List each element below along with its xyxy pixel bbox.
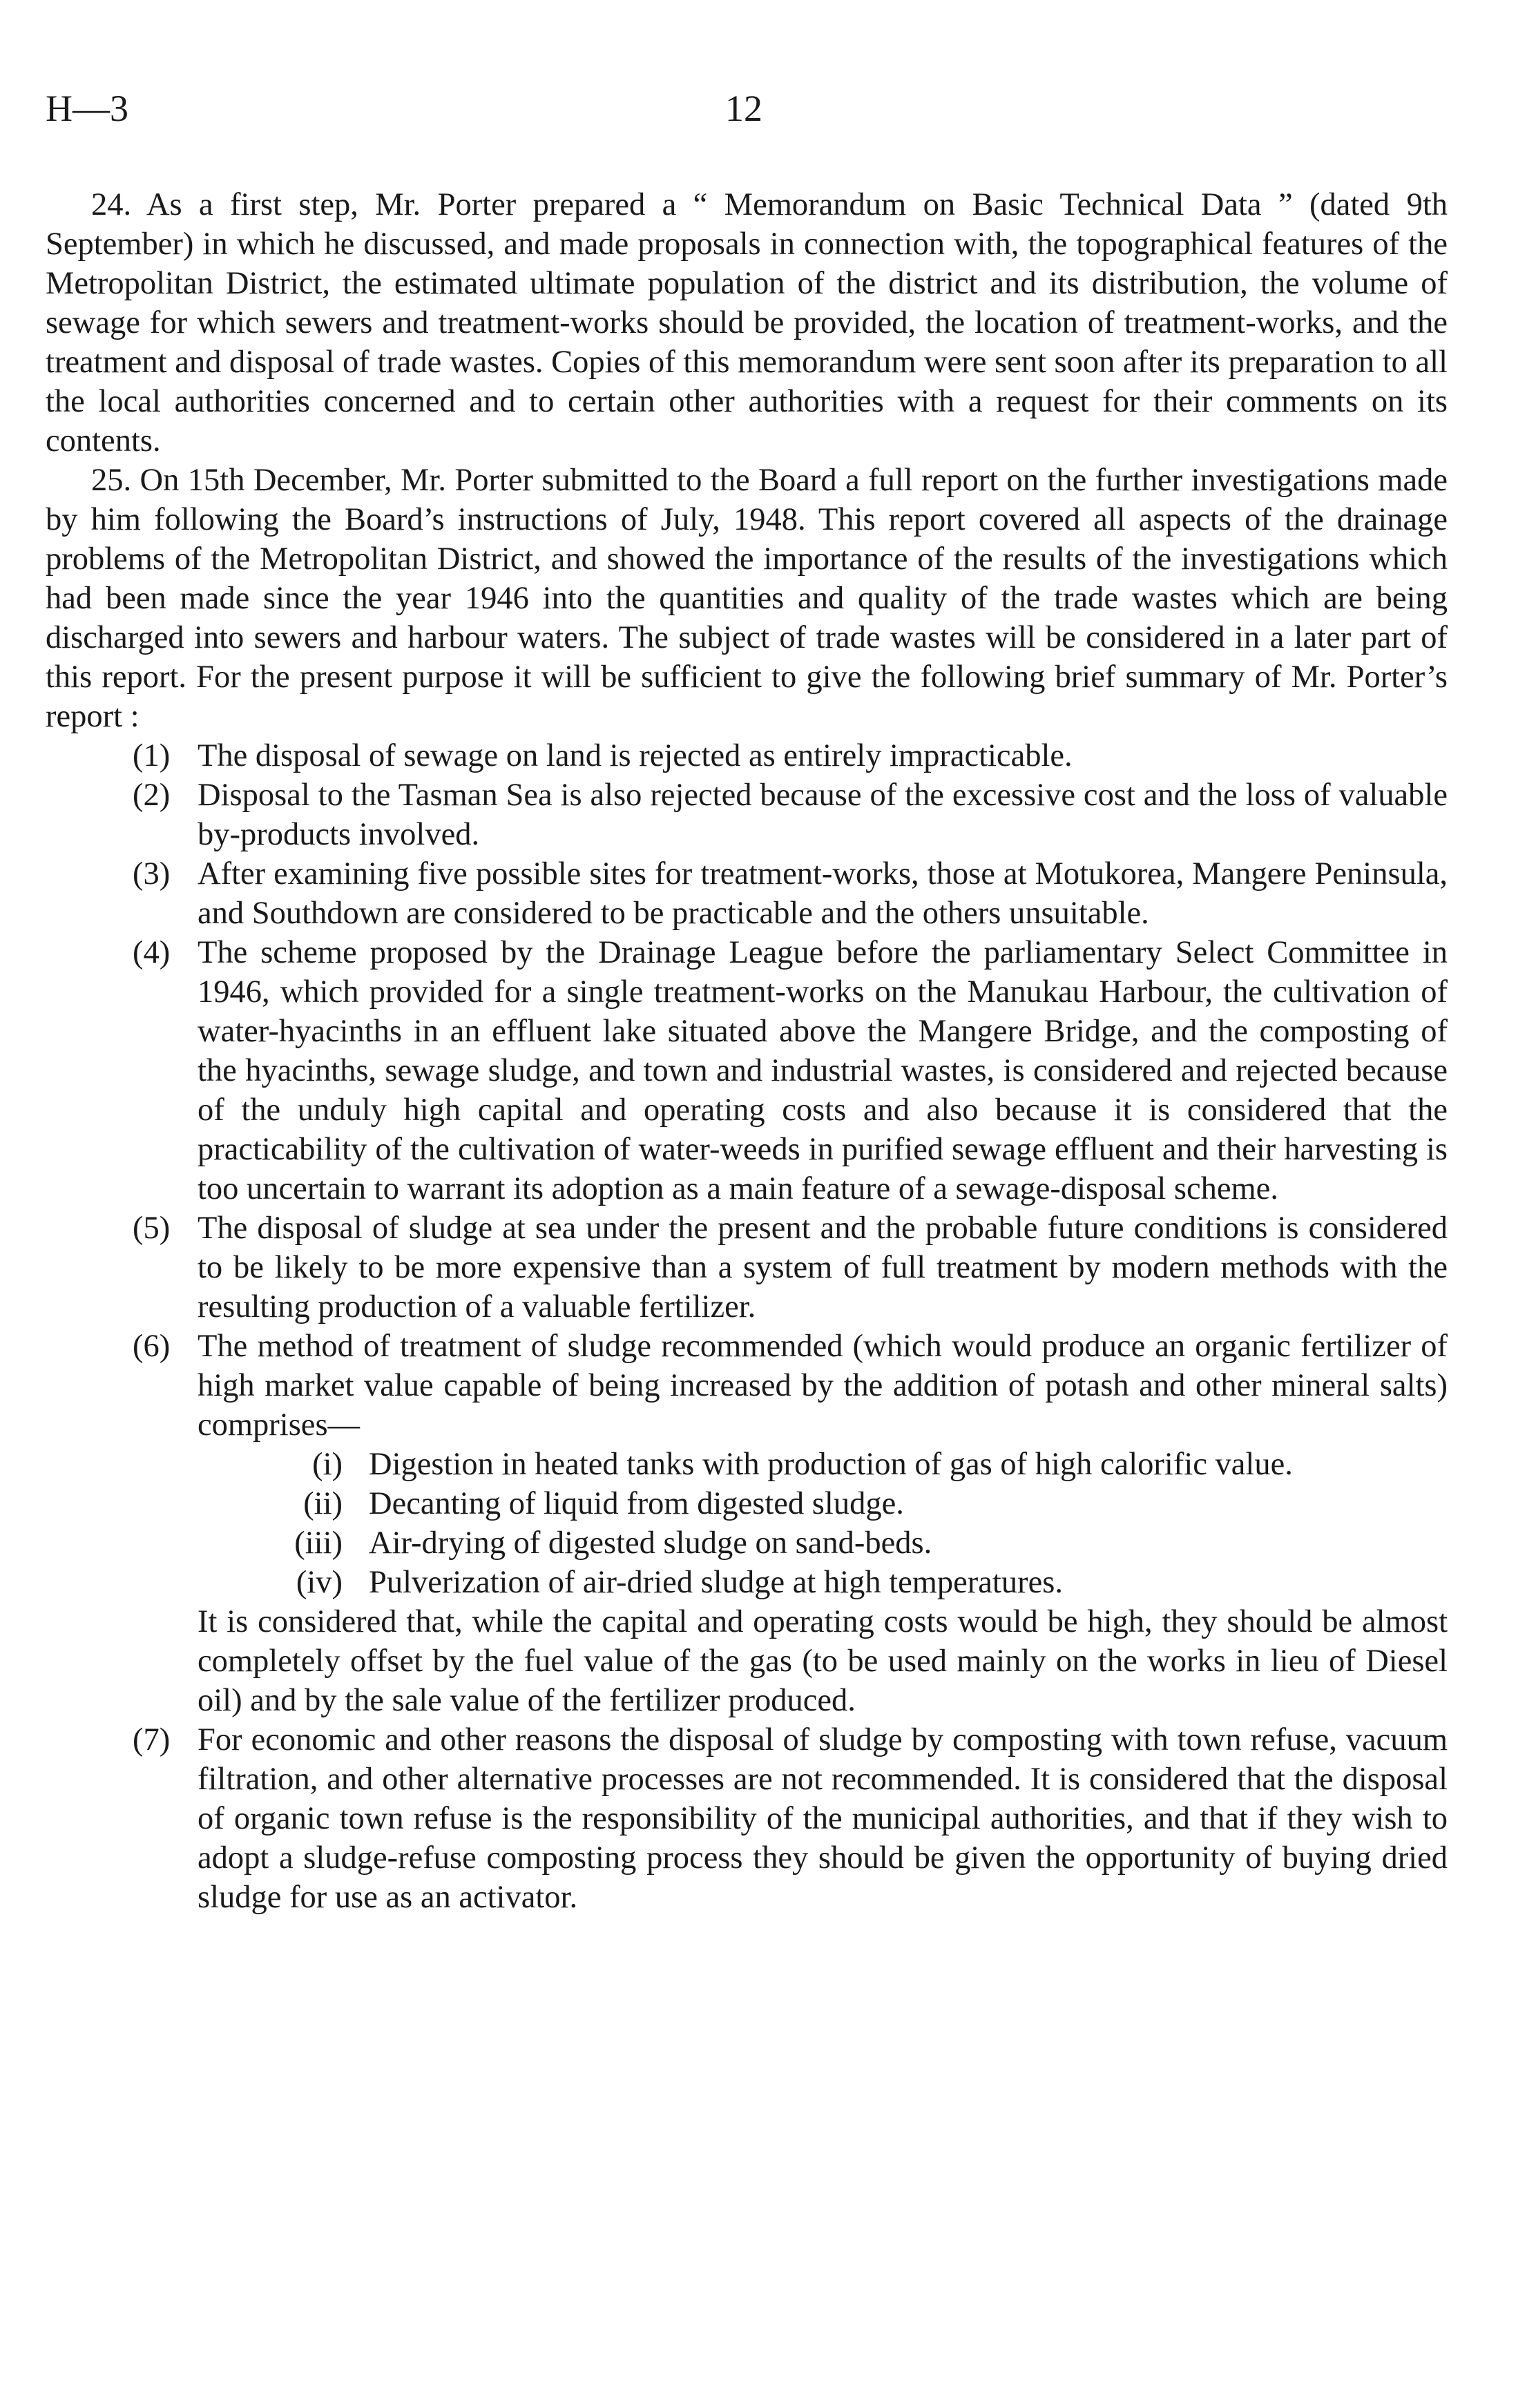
item-number: (2) — [133, 778, 171, 813]
document-code: H—3 — [46, 88, 128, 129]
paragraph-24: 24. As a first step, Mr. Porter prepared a “ Memorandum on Basic Technical Data ” (dated 9th September) in which he discussed, and made proposals in connection with, the topographical features of the Metropolitan District, the estimated ultimate population of the district and its distribution, the volume of sewage for which sewers and treatment-works should be provided, the location of treatment-works, and the treatment and disposal of trade wastes. Copies of this memorandum were sent soon after its preparation to all the local authorities concerned and to certain other authorities with a request for their comments on its contents. — [46, 187, 1448, 459]
item-number: (3) — [133, 856, 171, 892]
sub-item-text: Pulverization of air-dried sludge at high temperatures. — [369, 1565, 1063, 1600]
paragraph-25: 25. On 15th December, Mr. Porter submitted to the Board a full report on the further investigations made by him following the Board’s instructions of July, 1948. This report covered all aspects of the drainage problems of the Metropolitan District, and showed the importance of the results of the investigations which had been made since the year 1946 into the quantities and quality of the trade wastes which are being discharged into sewers and harbour waters. The subject of trade wastes will be considered in a later part of this report. For the present purpose it will be sufficient to give the following brief summary of Mr. Porter’s report : — [46, 463, 1448, 734]
page-number: 12 — [725, 88, 762, 129]
sub-item-text: Air-drying of digested sludge on sand-beds. — [369, 1525, 932, 1561]
item-text: The disposal of sewage on land is rejected as entirely impracticable. — [198, 738, 1073, 773]
summary-item-5 — [46, 1208, 1448, 1327]
summary-item-1 — [46, 736, 1448, 776]
item-text: For economic and other reasons the disposal of sludge by composting with town refuse, vacuum filtration, and other alternative processes are not recommended. It is considered that the disposal of organic town refuse is the responsibility of the municipal authorities, and that if they wish to adopt a sludge-refuse composting process they should be given the opportunity of buying dried sludge for use as an activator. — [198, 1722, 1448, 1915]
summary-item-3 — [46, 854, 1448, 933]
item-number: (5) — [133, 1211, 171, 1246]
item-text: The scheme proposed by the Drainage League before the parliamentary Select Committee in 1946, which provided for a single treatment-works on the Manukau Harbour, the cultivation of water-hyacinths in an effluent lake situated above the Mangere Bridge, and the composting of the hyacinths, sewage sludge, and town and industrial wastes, is considered and rejected because of the unduly high capital and operating costs and also because it is considered that the practicability of the cultivation of water-weeds in purified sewage effluent and their harvesting is too uncertain to warrant its adoption as a main feature of a sewage-disposal scheme. — [198, 935, 1448, 1206]
item-6-continuation: It is considered that, while the capital and operating costs would be high, they should be almost completely offset by the fuel value of the gas (to be used mainly on the works in lieu of Diesel oil) and by the sale value of the fertilizer produced. — [198, 1604, 1448, 1718]
sub-item-text: Decanting of liquid from digested sludge. — [369, 1486, 904, 1521]
summary-item-2 — [46, 776, 1448, 854]
sub-item-iii — [46, 1523, 1448, 1563]
item-text: The method of treatment of sludge recommended (which would produce an organic fertilizer of high market value capable of being increased by the addition of potash and other mineral salts) comprises— — [198, 1329, 1448, 1443]
sub-item-number: (iv) — [296, 1565, 343, 1600]
summary-item-6 — [46, 1327, 1448, 1445]
item-text: The disposal of sludge at sea under the present and the probable future conditions is considered to be likely to be more expensive than a system of full treatment by modern methods with the resulting production of a valuable fertilizer. — [198, 1211, 1448, 1325]
summary-item-7 — [46, 1720, 1448, 1917]
summary-item-4 — [46, 933, 1448, 1208]
sub-item-i — [46, 1445, 1448, 1484]
item-number: (4) — [133, 935, 171, 970]
sub-item-text: Digestion in heated tanks with production of gas of high calorific value. — [369, 1447, 1293, 1482]
sub-item-number: (i) — [312, 1447, 343, 1482]
sub-item-ii — [46, 1484, 1448, 1523]
document-body — [46, 185, 1448, 1917]
item-number: (7) — [133, 1722, 171, 1757]
sub-item-number: (ii) — [303, 1486, 343, 1521]
item-number: (6) — [133, 1329, 171, 1364]
sub-item-number: (iii) — [294, 1525, 343, 1561]
sub-item-iv — [46, 1563, 1448, 1602]
item-text: Disposal to the Tasman Sea is also rejected because of the excessive cost and the loss of valuable by-products involved. — [198, 778, 1448, 852]
item-number: (1) — [133, 738, 171, 773]
item-text: After examining five possible sites for treatment-works, those at Motukorea, Mangere Peninsula, and Southdown are considered to be practicable and the others unsuitable. — [198, 856, 1448, 931]
